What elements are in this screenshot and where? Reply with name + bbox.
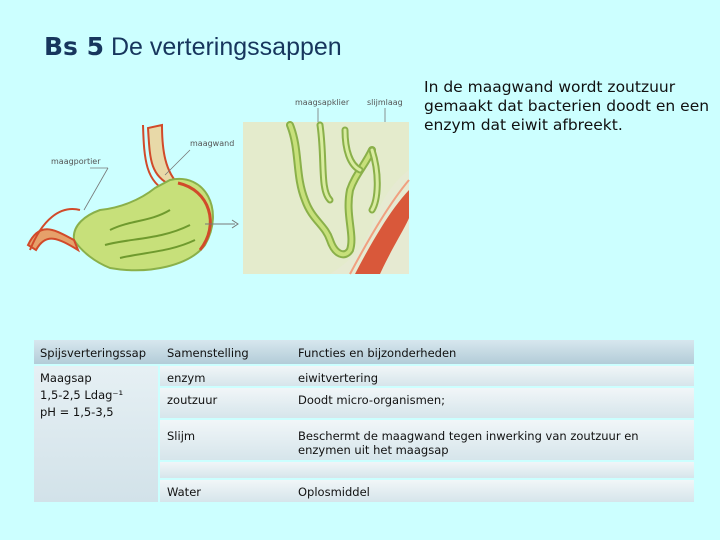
component-enzym: enzym [167, 371, 206, 385]
row-bg-5 [160, 480, 694, 502]
sap-amount: 1,5-2,5 Ldag⁻¹ [40, 388, 124, 402]
function-slijm: Beschermt de maagwand tegen inwerking van zoutzuur en enzymen uit het maagsap [298, 429, 639, 457]
label-maagportier: maagportier [51, 157, 101, 166]
header-samenstelling: Samenstelling [167, 346, 249, 360]
sap-ph: pH = 1,5-3,5 [40, 405, 114, 419]
function-enzym: eiwitvertering [298, 371, 379, 385]
component-slijm: Slijm [167, 429, 196, 443]
sap-name: Maagsap [40, 371, 92, 385]
sap-column-bg [34, 366, 158, 502]
title-text: De verteringssappen [111, 33, 342, 61]
function-water: Oplosmiddel [298, 485, 370, 499]
function-zoutzuur: Doodt micro-organismen; [298, 393, 446, 407]
header-functies: Functies en bijzonderheden [298, 346, 457, 360]
header-spijsverteringssap: Spijsverteringssap [40, 346, 147, 360]
digestive-juice-table [34, 340, 694, 502]
title-prefix: Bs 5 [44, 32, 105, 61]
label-maagsapklier: maagsapklier [295, 98, 350, 107]
label-slijmlaag: slijmlaag [367, 98, 403, 107]
label-maagwand: maagwand [190, 139, 235, 148]
row-bg-4 [160, 462, 694, 478]
intro-text: In de maagwand wordt zoutzuur gemaakt dat bacterien doodt en een enzym dat eiwit afbreekt. [424, 78, 710, 134]
row-bg-1 [160, 366, 694, 386]
component-zoutzuur: zoutzuur [167, 393, 218, 407]
component-water: Water [167, 485, 201, 499]
